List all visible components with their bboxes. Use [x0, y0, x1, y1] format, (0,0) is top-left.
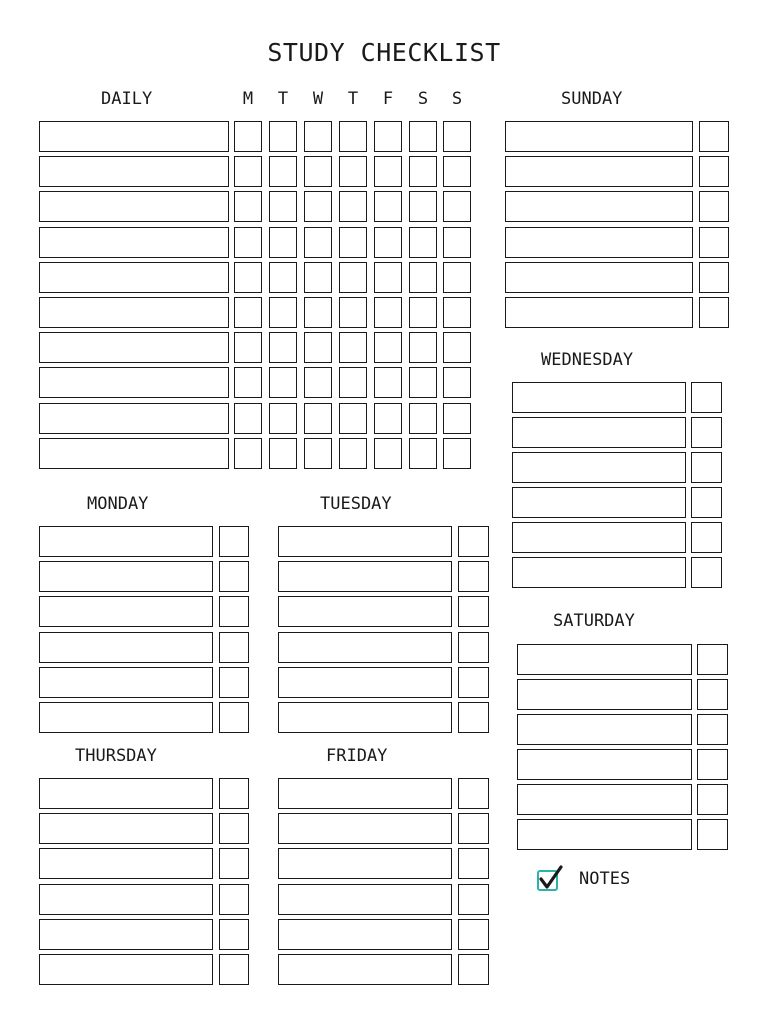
weekday-letter: T: [277, 89, 289, 109]
daily-checkbox[interactable]: [269, 332, 297, 363]
daily-checkbox[interactable]: [339, 332, 367, 363]
wednesday-checkbox[interactable]: [691, 417, 722, 448]
tuesday-checkbox[interactable]: [458, 561, 489, 592]
monday-checkbox[interactable]: [219, 632, 249, 663]
daily-checkbox[interactable]: [269, 156, 297, 187]
tuesday-header: TUESDAY: [320, 494, 392, 514]
sunday-task-field[interactable]: [505, 121, 693, 152]
monday-task-field[interactable]: [39, 632, 213, 663]
weekday-letter: S: [451, 89, 463, 109]
thursday-task-field[interactable]: [39, 954, 213, 985]
monday-task-field[interactable]: [39, 596, 213, 627]
daily-checkbox[interactable]: [234, 262, 262, 293]
weekday-letter: T: [347, 89, 359, 109]
daily-checkbox[interactable]: [374, 156, 402, 187]
daily-checkbox[interactable]: [304, 367, 332, 398]
wednesday-task-field[interactable]: [512, 417, 686, 448]
sunday-task-field[interactable]: [505, 297, 693, 328]
daily-checkbox[interactable]: [234, 297, 262, 328]
daily-checkbox[interactable]: [374, 191, 402, 222]
daily-checkbox[interactable]: [374, 438, 402, 469]
daily-checkbox[interactable]: [374, 227, 402, 258]
daily-checkbox[interactable]: [304, 121, 332, 152]
thursday-checkbox[interactable]: [219, 778, 249, 809]
daily-checkbox[interactable]: [443, 262, 471, 293]
friday-header: FRIDAY: [326, 746, 388, 766]
daily-checkbox[interactable]: [304, 191, 332, 222]
friday-checkbox[interactable]: [458, 884, 489, 915]
weekday-letter: F: [382, 89, 394, 109]
daily-checkbox[interactable]: [304, 227, 332, 258]
sunday-checkbox[interactable]: [699, 121, 729, 152]
tuesday-checkbox[interactable]: [458, 667, 489, 698]
monday-task-field[interactable]: [39, 561, 213, 592]
sunday-task-field[interactable]: [505, 227, 693, 258]
daily-checkbox[interactable]: [269, 297, 297, 328]
wednesday-checkbox[interactable]: [691, 557, 722, 588]
tuesday-task-field[interactable]: [278, 632, 452, 663]
tuesday-checkbox[interactable]: [458, 702, 489, 733]
tuesday-task-field[interactable]: [278, 667, 452, 698]
saturday-checkbox[interactable]: [697, 749, 728, 780]
wednesday-checkbox[interactable]: [691, 487, 722, 518]
checked-box-icon: [535, 864, 565, 894]
daily-task-field[interactable]: [39, 121, 229, 152]
daily-checkbox[interactable]: [304, 332, 332, 363]
friday-checkbox[interactable]: [458, 919, 489, 950]
daily-checkbox[interactable]: [339, 262, 367, 293]
daily-checkbox[interactable]: [269, 191, 297, 222]
daily-checkbox[interactable]: [234, 403, 262, 434]
daily-task-field[interactable]: [39, 403, 229, 434]
daily-checkbox[interactable]: [339, 403, 367, 434]
thursday-task-field[interactable]: [39, 884, 213, 915]
friday-checkbox[interactable]: [458, 813, 489, 844]
daily-checkbox[interactable]: [443, 191, 471, 222]
saturday-checkbox[interactable]: [697, 644, 728, 675]
friday-checkbox[interactable]: [458, 954, 489, 985]
daily-checkbox[interactable]: [269, 121, 297, 152]
daily-checkbox[interactable]: [443, 438, 471, 469]
friday-task-field[interactable]: [278, 778, 452, 809]
thursday-checkbox[interactable]: [219, 919, 249, 950]
daily-task-field[interactable]: [39, 367, 229, 398]
daily-checkbox[interactable]: [409, 262, 437, 293]
daily-checkbox[interactable]: [443, 227, 471, 258]
monday-checkbox[interactable]: [219, 702, 249, 733]
daily-checkbox[interactable]: [409, 121, 437, 152]
sunday-checkbox[interactable]: [699, 262, 729, 293]
monday-checkbox[interactable]: [219, 526, 249, 557]
daily-checkbox[interactable]: [304, 297, 332, 328]
friday-task-field[interactable]: [278, 884, 452, 915]
thursday-checkbox[interactable]: [219, 954, 249, 985]
daily-task-field[interactable]: [39, 438, 229, 469]
daily-task-field[interactable]: [39, 332, 229, 363]
daily-checkbox[interactable]: [304, 156, 332, 187]
daily-checkbox[interactable]: [374, 403, 402, 434]
daily-checkbox[interactable]: [409, 156, 437, 187]
saturday-task-field[interactable]: [517, 714, 692, 745]
sunday-checkbox[interactable]: [699, 156, 729, 187]
saturday-task-field[interactable]: [517, 819, 692, 850]
weekday-letter: S: [417, 89, 429, 109]
monday-checkbox[interactable]: [219, 667, 249, 698]
daily-checkbox[interactable]: [234, 121, 262, 152]
wednesday-task-field[interactable]: [512, 382, 686, 413]
daily-checkbox[interactable]: [339, 227, 367, 258]
daily-checkbox[interactable]: [339, 438, 367, 469]
sunday-checkbox[interactable]: [699, 227, 729, 258]
sunday-checkbox[interactable]: [699, 297, 729, 328]
daily-task-field[interactable]: [39, 227, 229, 258]
daily-checkbox[interactable]: [234, 367, 262, 398]
daily-checkbox[interactable]: [339, 297, 367, 328]
daily-checkbox[interactable]: [374, 262, 402, 293]
daily-checkbox[interactable]: [234, 332, 262, 363]
monday-task-field[interactable]: [39, 526, 213, 557]
wednesday-task-field[interactable]: [512, 557, 686, 588]
thursday-checkbox[interactable]: [219, 813, 249, 844]
daily-checkbox[interactable]: [234, 191, 262, 222]
daily-checkbox[interactable]: [269, 227, 297, 258]
daily-checkbox[interactable]: [443, 156, 471, 187]
monday-task-field[interactable]: [39, 667, 213, 698]
sunday-task-field[interactable]: [505, 262, 693, 293]
monday-task-field[interactable]: [39, 702, 213, 733]
daily-checkbox[interactable]: [409, 332, 437, 363]
tuesday-checkbox[interactable]: [458, 632, 489, 663]
saturday-checkbox[interactable]: [697, 714, 728, 745]
daily-checkbox[interactable]: [269, 367, 297, 398]
saturday-checkbox[interactable]: [697, 819, 728, 850]
daily-checkbox[interactable]: [304, 262, 332, 293]
daily-checkbox[interactable]: [443, 367, 471, 398]
daily-task-field[interactable]: [39, 297, 229, 328]
friday-task-field[interactable]: [278, 848, 452, 879]
wednesday-checkbox[interactable]: [691, 452, 722, 483]
friday-task-field[interactable]: [278, 813, 452, 844]
daily-checkbox[interactable]: [409, 367, 437, 398]
thursday-task-field[interactable]: [39, 778, 213, 809]
daily-checkbox[interactable]: [443, 332, 471, 363]
wednesday-task-field[interactable]: [512, 452, 686, 483]
page-title: STUDY CHECKLIST: [267, 38, 501, 67]
daily-checkbox[interactable]: [269, 262, 297, 293]
daily-checkbox[interactable]: [443, 297, 471, 328]
thursday-header: THURSDAY: [75, 746, 157, 766]
saturday-task-field[interactable]: [517, 679, 692, 710]
friday-checkbox[interactable]: [458, 848, 489, 879]
notes-section: [535, 864, 630, 894]
daily-checkbox[interactable]: [339, 191, 367, 222]
saturday-checkbox[interactable]: [697, 784, 728, 815]
daily-task-field[interactable]: [39, 156, 229, 187]
tuesday-task-field[interactable]: [278, 702, 452, 733]
saturday-task-field[interactable]: [517, 749, 692, 780]
tuesday-task-field[interactable]: [278, 526, 452, 557]
saturday-task-field[interactable]: [517, 644, 692, 675]
weekday-letter: W: [312, 89, 324, 109]
tuesday-checkbox[interactable]: [458, 596, 489, 627]
daily-checkbox[interactable]: [269, 438, 297, 469]
daily-checkbox[interactable]: [443, 403, 471, 434]
wednesday-task-field[interactable]: [512, 487, 686, 518]
thursday-task-field[interactable]: [39, 848, 213, 879]
notes-label: NOTES: [579, 869, 631, 889]
wednesday-task-field[interactable]: [512, 522, 686, 553]
daily-header: DAILY: [101, 89, 153, 109]
sunday-task-field[interactable]: [505, 156, 693, 187]
monday-checkbox[interactable]: [219, 596, 249, 627]
daily-checkbox[interactable]: [443, 121, 471, 152]
wednesday-checkbox[interactable]: [691, 382, 722, 413]
daily-task-field[interactable]: [39, 262, 229, 293]
daily-checkbox[interactable]: [339, 121, 367, 152]
friday-task-field[interactable]: [278, 954, 452, 985]
daily-checkbox[interactable]: [234, 227, 262, 258]
daily-checkbox[interactable]: [374, 121, 402, 152]
saturday-header: SATURDAY: [553, 611, 635, 631]
daily-checkbox[interactable]: [304, 403, 332, 434]
daily-checkbox[interactable]: [409, 403, 437, 434]
tuesday-task-field[interactable]: [278, 596, 452, 627]
daily-checkbox[interactable]: [409, 227, 437, 258]
daily-checkbox[interactable]: [339, 156, 367, 187]
tuesday-checkbox[interactable]: [458, 526, 489, 557]
sunday-checkbox[interactable]: [699, 191, 729, 222]
daily-checkbox[interactable]: [374, 297, 402, 328]
friday-task-field[interactable]: [278, 919, 452, 950]
wednesday-header: WEDNESDAY: [541, 350, 634, 370]
wednesday-checkbox[interactable]: [691, 522, 722, 553]
saturday-checkbox[interactable]: [697, 679, 728, 710]
daily-checkbox[interactable]: [234, 438, 262, 469]
saturday-task-field[interactable]: [517, 784, 692, 815]
daily-checkbox[interactable]: [409, 438, 437, 469]
daily-checkbox[interactable]: [409, 191, 437, 222]
thursday-checkbox[interactable]: [219, 884, 249, 915]
friday-checkbox[interactable]: [458, 778, 489, 809]
weekday-letter: M: [242, 89, 254, 109]
daily-task-field[interactable]: [39, 191, 229, 222]
daily-checkbox[interactable]: [374, 367, 402, 398]
sunday-task-field[interactable]: [505, 191, 693, 222]
daily-checkbox[interactable]: [409, 297, 437, 328]
daily-checkbox[interactable]: [269, 403, 297, 434]
monday-header: MONDAY: [87, 494, 149, 514]
tuesday-task-field[interactable]: [278, 561, 452, 592]
daily-checkbox[interactable]: [339, 367, 367, 398]
monday-checkbox[interactable]: [219, 561, 249, 592]
thursday-task-field[interactable]: [39, 919, 213, 950]
thursday-checkbox[interactable]: [219, 848, 249, 879]
daily-checkbox[interactable]: [304, 438, 332, 469]
sunday-header: SUNDAY: [561, 89, 623, 109]
thursday-task-field[interactable]: [39, 813, 213, 844]
daily-checkbox[interactable]: [234, 156, 262, 187]
daily-checkbox[interactable]: [374, 332, 402, 363]
